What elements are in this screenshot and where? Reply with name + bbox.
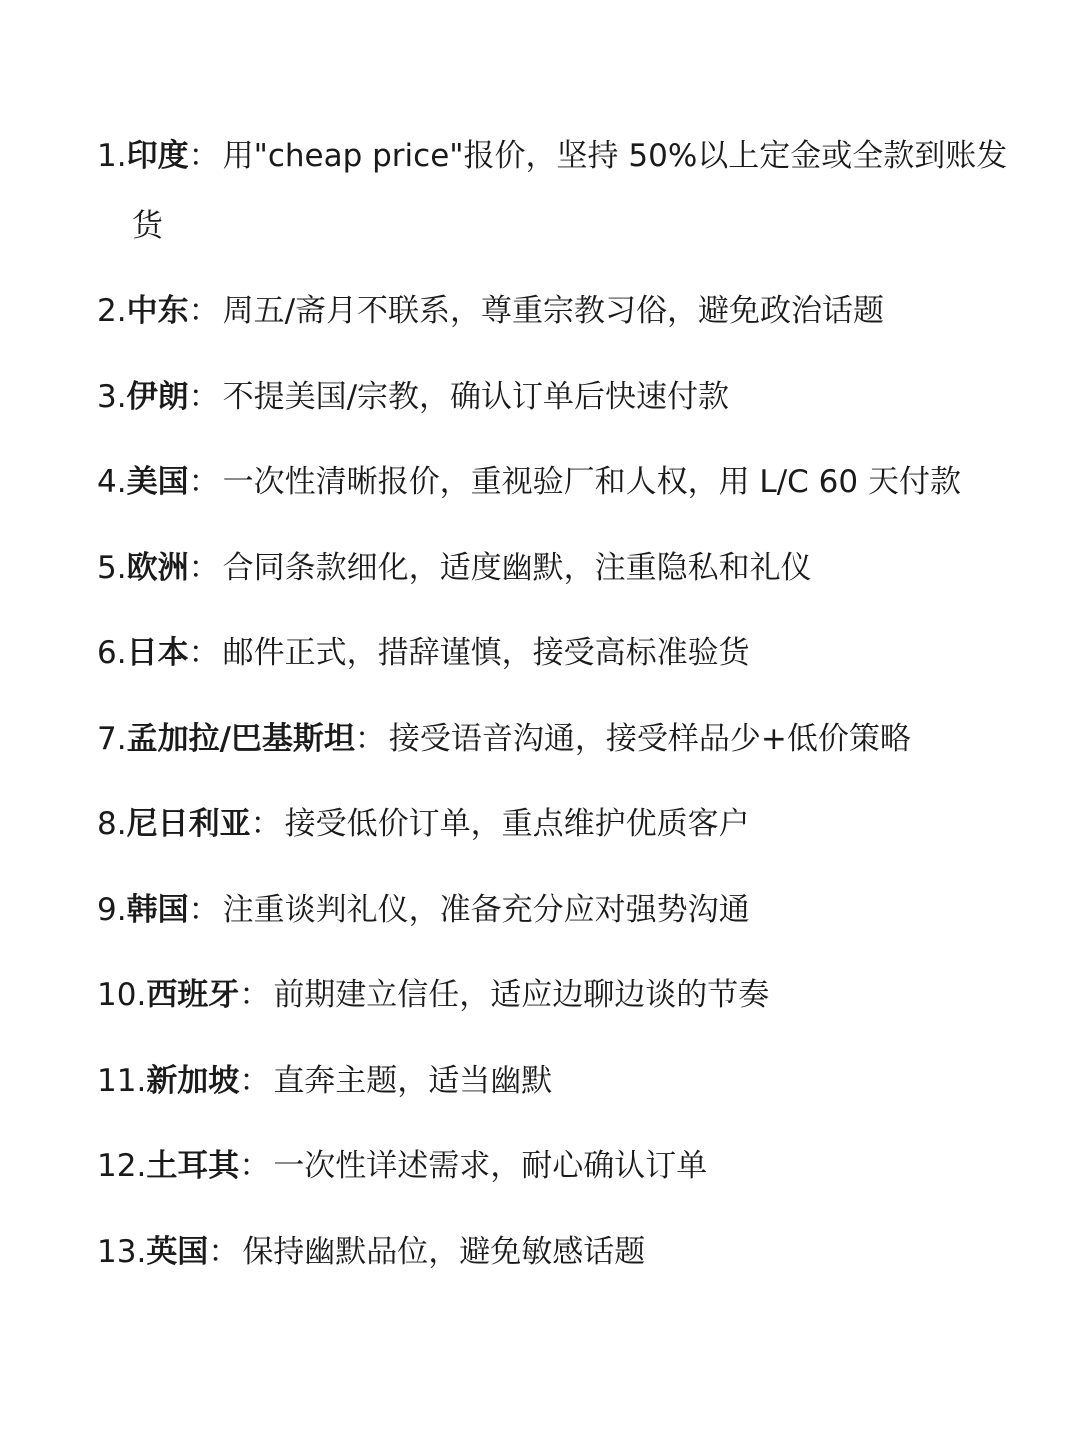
item-text: 接受低价订单，重点维护优质客户	[284, 806, 750, 842]
item-number: 5.	[97, 550, 127, 586]
country-name: 土耳其	[146, 1148, 240, 1184]
item-text: 邮件正式，措辞谨慎，接受高标准验货	[222, 635, 750, 671]
country-name: 尼日利亚	[126, 806, 251, 842]
list-item	[97, 789, 1017, 859]
country-name: 中东	[126, 293, 189, 329]
country-name: 印度	[126, 138, 189, 174]
item-text-continuation: 货	[132, 208, 163, 244]
item-number: 10.	[97, 977, 147, 1013]
item-number: 9.	[97, 892, 127, 928]
list-item	[97, 618, 1017, 688]
colon-separator	[189, 362, 223, 432]
colon-separator	[189, 276, 223, 346]
item-number: 11.	[97, 1063, 147, 1099]
item-number: 3.	[97, 379, 127, 415]
list-item	[97, 533, 1017, 603]
colon-separator	[189, 121, 223, 191]
country-name: 西班牙	[146, 977, 240, 1013]
item-text: 合同条款细化，适度幽默，注重隐私和礼仪	[222, 550, 812, 586]
country-name: 孟加拉/巴基斯坦	[126, 721, 355, 757]
item-text: 用"cheap price"报价，坚持 50%以上定金或全款到账发	[222, 138, 1008, 174]
item-number: 7.	[97, 721, 127, 757]
item-text: 一次性清晰报价，重视验厂和人权，用 L/C 60 天付款	[222, 464, 961, 500]
list-item	[97, 362, 1017, 432]
list-item	[97, 1217, 1017, 1287]
list-item	[97, 121, 1017, 261]
item-number: 13.	[97, 1234, 147, 1270]
item-text: 接受语音沟通，接受样品少+低价策略	[388, 721, 911, 757]
list-item	[97, 960, 1017, 1030]
item-text: 保持幽默品位，避免敏感话题	[242, 1234, 646, 1270]
item-number: 4.	[97, 464, 127, 500]
item-number: 6.	[97, 635, 127, 671]
list-item	[97, 875, 1017, 945]
colon-separator	[189, 447, 223, 517]
list-item	[97, 1046, 1017, 1116]
item-text: 不提美国/宗教，确认订单后快速付款	[222, 379, 730, 415]
list-item	[97, 704, 1017, 774]
colon-separator	[208, 1217, 242, 1287]
list-item	[97, 1131, 1017, 1201]
item-number: 8.	[97, 806, 127, 842]
colon-separator	[251, 789, 285, 859]
country-name: 韩国	[126, 892, 189, 928]
item-number: 12.	[97, 1148, 147, 1184]
colon-separator	[189, 875, 223, 945]
country-name: 美国	[126, 464, 189, 500]
country-name: 伊朗	[126, 379, 189, 415]
item-text: 注重谈判礼仪，准备充分应对强势沟通	[222, 892, 750, 928]
colon-separator	[189, 533, 223, 603]
colon-separator	[239, 1046, 273, 1116]
country-name: 新加坡	[146, 1063, 240, 1099]
list-item	[97, 447, 1017, 517]
item-text: 周五/斋月不联系，尊重宗教习俗，避免政治话题	[222, 293, 885, 329]
colon-separator	[239, 1131, 273, 1201]
item-text: 一次性详述需求，耐心确认订单	[273, 1148, 708, 1184]
colon-separator	[239, 960, 273, 1030]
country-name: 英国	[146, 1234, 209, 1270]
colon-separator	[189, 618, 223, 688]
item-text: 直奔主题，适当幽默	[273, 1063, 553, 1099]
country-name: 欧洲	[126, 550, 189, 586]
colon-separator	[355, 704, 389, 774]
item-text: 前期建立信任，适应边聊边谈的节奏	[273, 977, 770, 1013]
country-name: 日本	[126, 635, 189, 671]
item-number: 2.	[97, 293, 127, 329]
item-number: 1.	[97, 138, 127, 174]
list-item	[97, 276, 1017, 346]
